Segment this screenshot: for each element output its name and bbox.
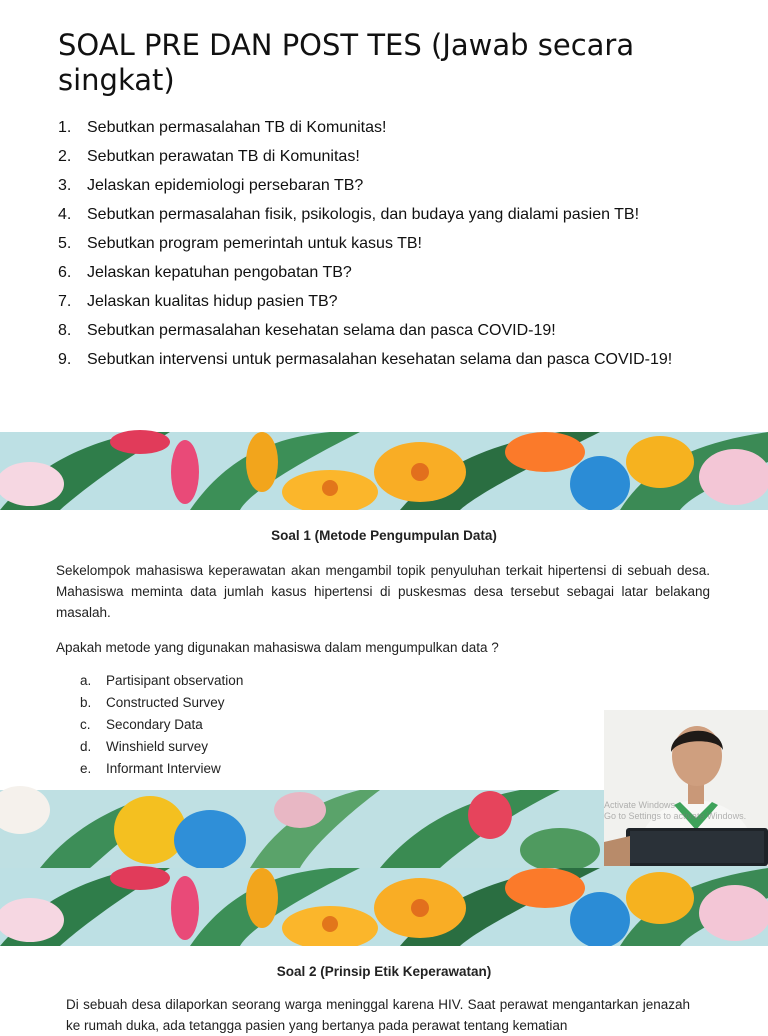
question-list [58, 118, 708, 379]
item-number: 9. [58, 351, 72, 368]
list-item [58, 147, 708, 167]
item-text: Jelaskan epidemiologi persebaran TB? [87, 177, 364, 194]
tropical-banner-top [0, 432, 768, 510]
option-text: Informant Interview [106, 761, 221, 776]
option-letter: c. [80, 717, 91, 732]
item-number: 1. [58, 119, 72, 136]
option-text: Partisipant observation [106, 673, 244, 688]
item-number: 8. [58, 322, 72, 339]
list-item [80, 692, 243, 714]
item-number: 6. [58, 264, 72, 281]
item-number: 2. [58, 148, 72, 165]
question-prompt: Apakah metode yang digunakan mahasiswa dalam mengumpulkan data ? [56, 640, 499, 655]
option-text: Winshield survey [106, 739, 209, 754]
list-item [58, 234, 708, 254]
item-text: Sebutkan perawatan TB di Komunitas! [87, 148, 360, 165]
question-title: Soal 1 (Metode Pengumpulan Data) [271, 528, 497, 543]
slide-title: SOAL PRE DAN POST TES (Jawab secara singkat) [58, 28, 635, 97]
question-paragraph: Sekelompok mahasiswa keperawatan akan mengambil topik penyuluhan terkait hipertensi di sebuah desa. Mahasiswa meminta data jumlah kasus hipertensi di puskesmas desa tersebut sebagai latar belakang masalah. [56, 563, 710, 620]
slide-pre-post-test [0, 0, 768, 432]
item-number: 3. [58, 177, 72, 194]
item-text: Sebutkan permasalahan fisik, psikologis, dan budaya yang dialami pasien TB! [87, 206, 640, 223]
item-number: 7. [58, 293, 72, 310]
item-text: Sebutkan intervensi untuk permasalahan kesehatan selama dan pasca COVID-19! [87, 351, 673, 368]
list-item [80, 736, 243, 758]
presenter-webcam [604, 710, 768, 866]
option-letter: e. [80, 761, 92, 776]
activate-windows-watermark [604, 800, 746, 822]
option-letter: b. [80, 695, 92, 710]
option-letter: a. [80, 673, 92, 688]
list-item [80, 670, 243, 692]
item-text: Sebutkan permasalahan TB di Komunitas! [87, 119, 387, 136]
list-item [80, 714, 243, 736]
item-text: Jelaskan kualitas hidup pasien TB? [87, 293, 338, 310]
watermark-line: Activate Windows [604, 800, 676, 810]
option-text: Secondary Data [106, 717, 203, 732]
tropical-banner-top [0, 868, 768, 946]
list-item [58, 205, 708, 225]
option-letter: d. [80, 739, 92, 754]
list-item [58, 176, 708, 196]
item-number: 4. [58, 206, 72, 223]
item-text: Sebutkan permasalahan kesehatan selama dan pasca COVID-19! [87, 322, 556, 339]
list-item [58, 321, 708, 341]
presenter-video-frame [604, 710, 768, 866]
answer-options [80, 670, 243, 780]
question-title: Soal 2 (Prinsip Etik Keperawatan) [276, 964, 492, 979]
slide-soal-2 [0, 946, 768, 1033]
tropical-floral-decoration [0, 868, 768, 946]
tropical-floral-decoration [0, 432, 768, 510]
list-item [58, 263, 708, 283]
list-item [58, 292, 708, 312]
watermark-line: Go to Settings to activate Windows. [604, 811, 747, 821]
item-text: Sebutkan program pemerintah untuk kasus TB! [87, 235, 422, 252]
list-item [58, 118, 708, 138]
option-text: Constructed Survey [106, 695, 225, 710]
list-item [58, 350, 708, 370]
question-paragraph: Di sebuah desa dilaporkan seorang warga meninggal karena HIV. Saat perawat mengantarkan jenazah ke rumah duka, ada tetangga pasien yang bertanya pada perawat tentang kematian [66, 997, 690, 1033]
item-number: 5. [58, 235, 72, 252]
list-item [80, 758, 243, 780]
item-text: Jelaskan kepatuhan pengobatan TB? [87, 264, 352, 281]
